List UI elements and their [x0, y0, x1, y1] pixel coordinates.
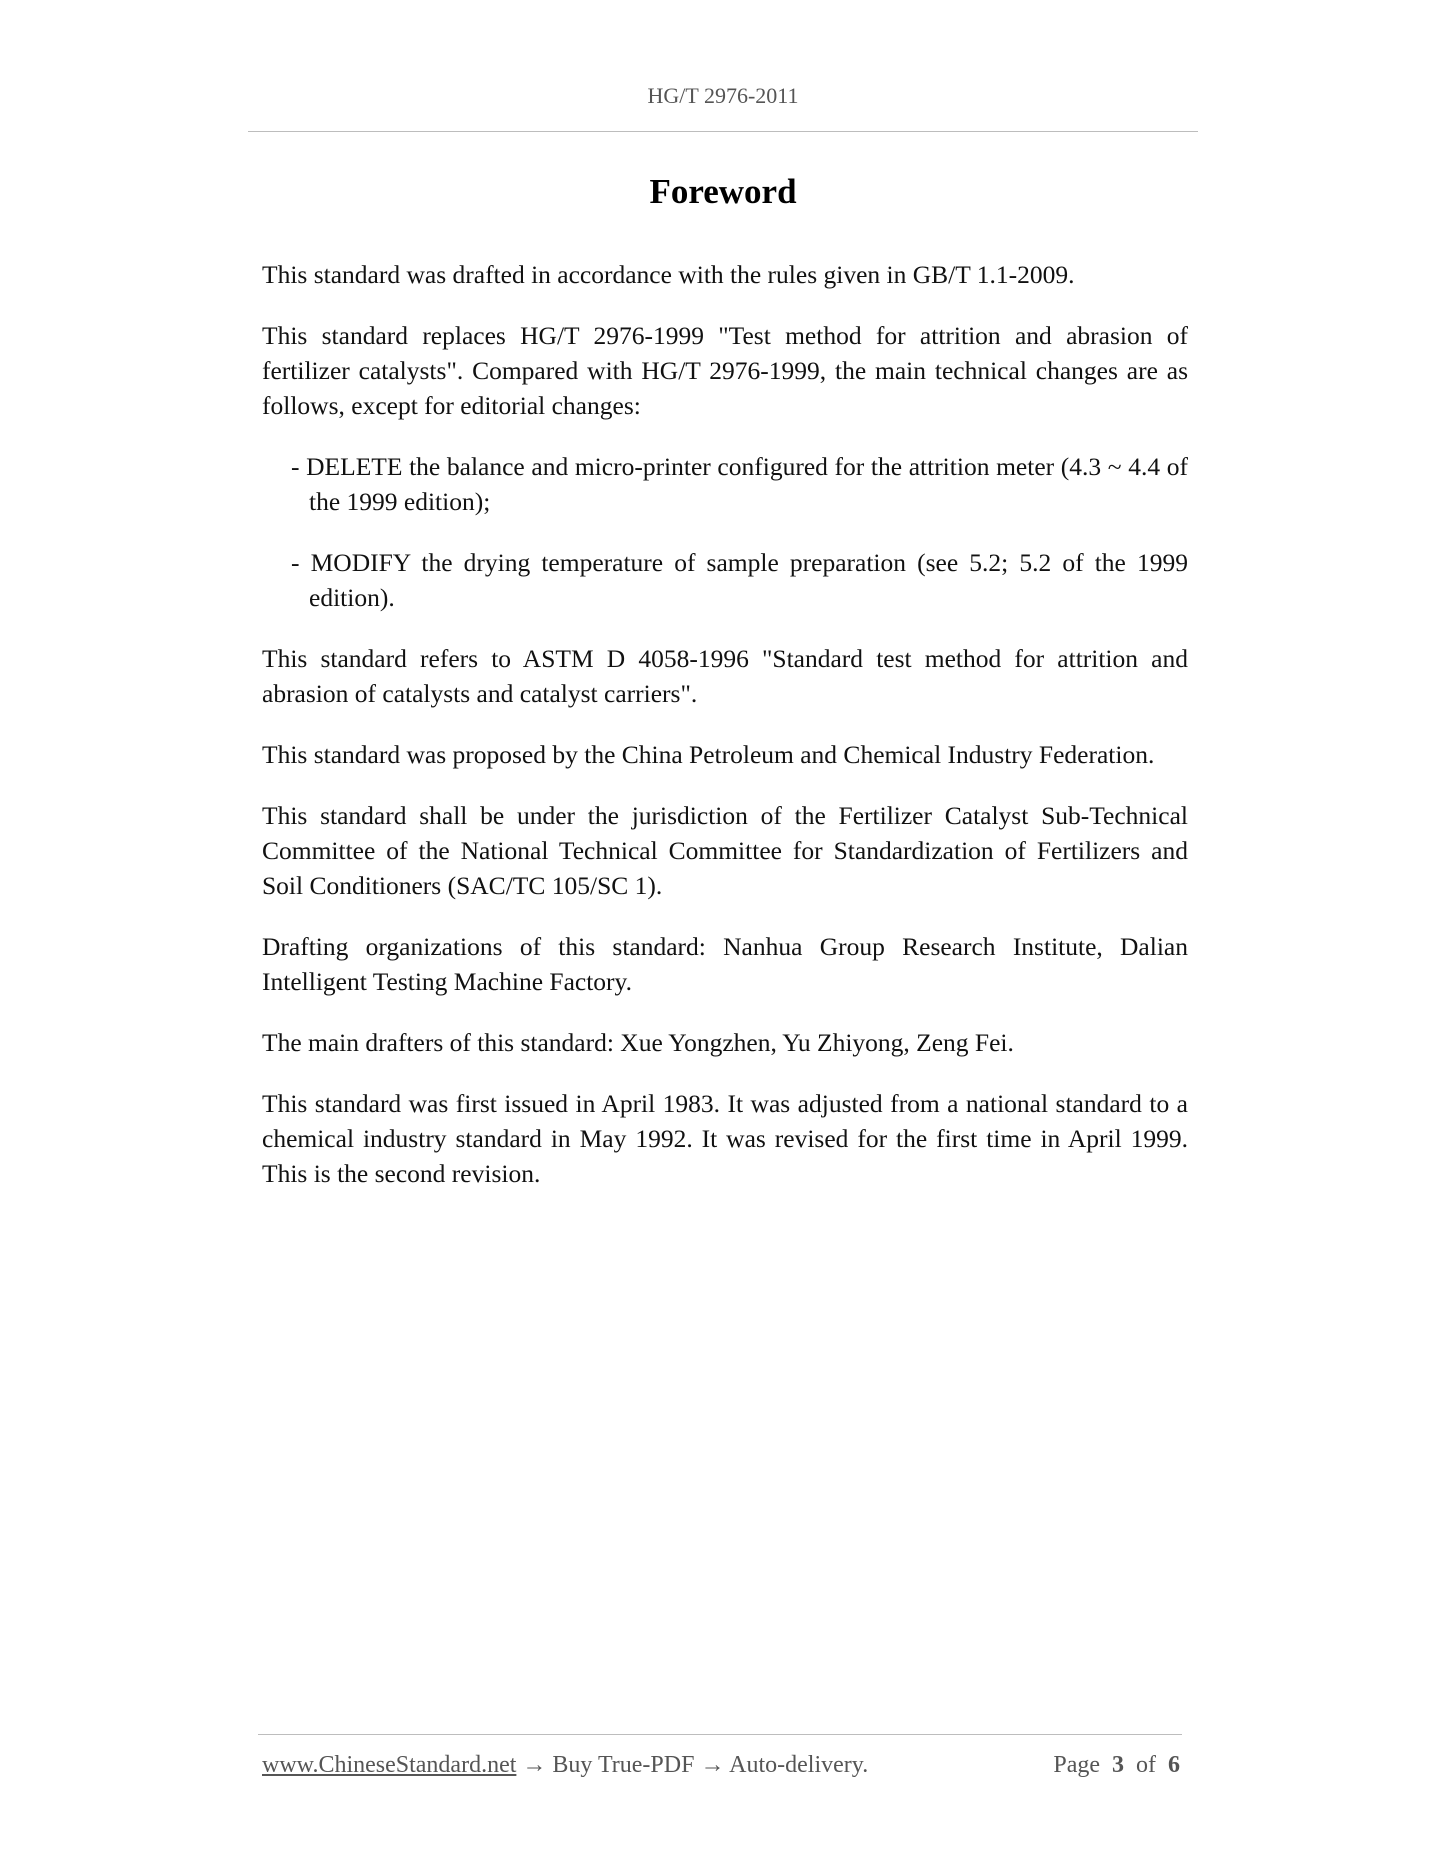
paragraph-drafting-organizations: Drafting organizations of this standard: Nanhua Group Research Institute, Dalian Intelligent Testing Machine Factory.: [262, 932, 1188, 996]
paragraph-replaces: This standard replaces HG/T 2976-1999 "Test method for attrition and abrasion of fertilizer catalysts". Compared with HG/T 2976-1999, the main technical changes are as follows, except for editorial changes:: [262, 321, 1188, 420]
change-item-delete: - DELETE the balance and micro-printer configured for the attrition meter (4.3 ~ 4.4 of the 1999 edition);: [291, 452, 1188, 516]
page-number: 3: [1112, 1752, 1124, 1778]
buy-text: Buy True-PDF: [552, 1752, 695, 1778]
paragraph-history: This standard was first issued in April 1983. It was adjusted from a national standard to a chemical industry standard in May 1992. It was revised for the first time in April 1999. This is the second revision.: [262, 1089, 1188, 1188]
footer-divider: [258, 1734, 1182, 1735]
paragraph-drafting-rules: This standard was drafted in accordance with the rules given in GB/T 1.1-2009.: [262, 260, 1075, 289]
of-label: of: [1136, 1752, 1156, 1778]
arrow-right-icon: →: [522, 1752, 547, 1778]
page-footer: [262, 1752, 1182, 1779]
delivery-text: Auto-delivery.: [729, 1752, 869, 1778]
header-divider: [248, 131, 1198, 132]
page-title: Foreword: [649, 172, 797, 211]
running-header: HG/T 2976-2011: [647, 83, 799, 108]
arrow-right-icon: →: [700, 1752, 725, 1778]
page-label: Page: [1053, 1752, 1100, 1778]
paragraph-jurisdiction: This standard shall be under the jurisdiction of the Fertilizer Catalyst Sub-Technical Committee of the National Technical Committee for Standardization of Fertilizers and Soil Conditioners (SAC/TC 105/SC 1).: [262, 801, 1188, 900]
change-item-modify: - MODIFY the drying temperature of sample preparation (see 5.2; 5.2 of the 1999 edition).: [291, 548, 1188, 612]
paragraph-drafters: The main drafters of this standard: Xue Yongzhen, Yu Zhiyong, Zeng Fei.: [262, 1028, 1014, 1057]
website-link[interactable]: www.ChineseStandard.net: [262, 1752, 517, 1778]
paragraph-refers: This standard refers to ASTM D 4058-1996 "Standard test method for attrition and abrasion of catalysts and catalyst carriers".: [262, 644, 1188, 708]
page-indicator: [1053, 1752, 1180, 1779]
document-body: [262, 257, 1188, 1217]
paragraph-proposed: This standard was proposed by the China Petroleum and Chemical Industry Federation.: [262, 740, 1155, 769]
page-total: 6: [1168, 1752, 1180, 1778]
